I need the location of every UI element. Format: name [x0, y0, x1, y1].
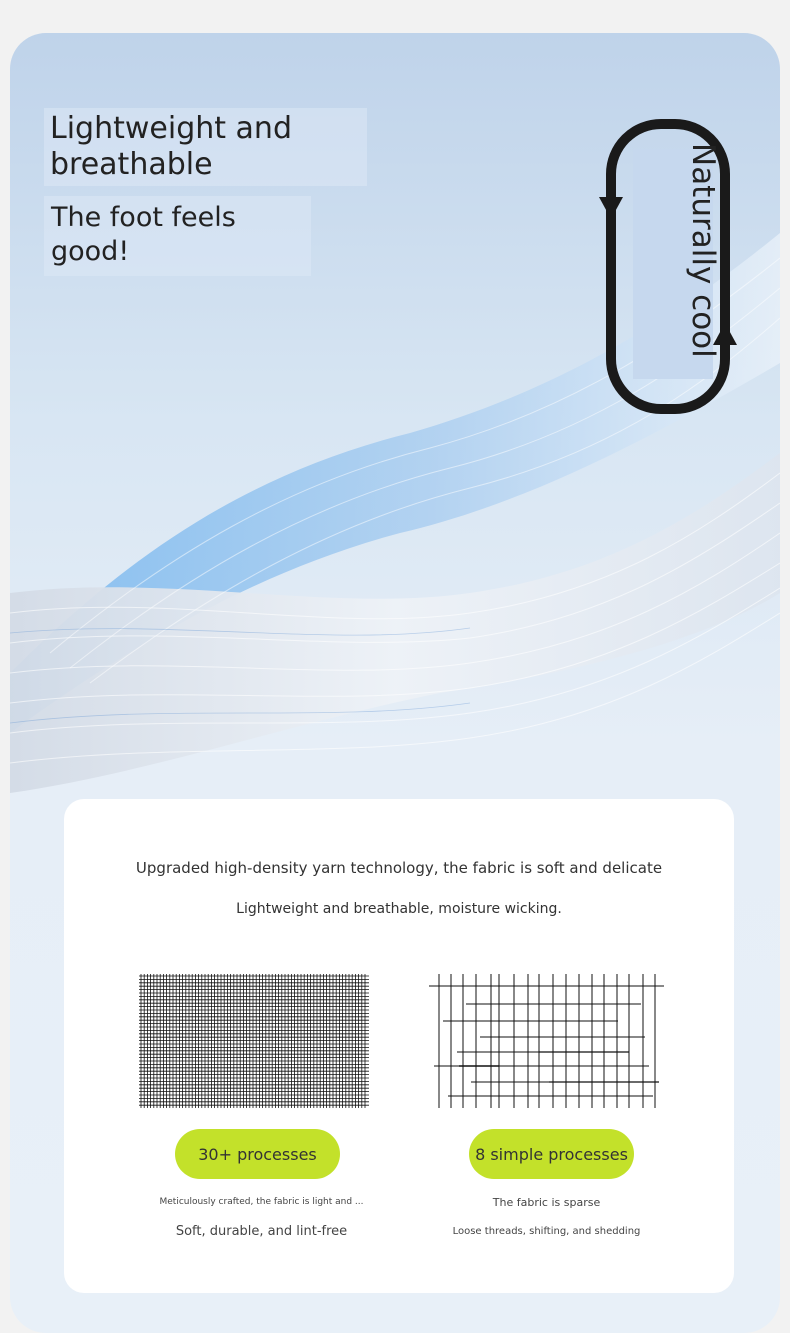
- product-feature-card: [10, 33, 780, 1333]
- description-line-1: Upgraded high-density yarn technology, the fabric is soft and delicate: [135, 859, 663, 877]
- badge-30-processes: 30+ processes: [175, 1129, 340, 1179]
- dense-weave-pattern: [139, 974, 369, 1108]
- loop-label: Naturally cool: [685, 143, 721, 358]
- left-tagline: Soft, durable, and lint-free: [175, 1224, 348, 1239]
- headline: Lightweight and breathable: [50, 111, 292, 182]
- left-note: Meticulously crafted, the fabric is light and ...: [159, 1197, 364, 1207]
- badge-8-processes: 8 simple processes: [469, 1129, 634, 1179]
- sparse-weave-pattern: [429, 974, 664, 1108]
- description-line-2: Lightweight and breathable, moisture wicking.: [236, 901, 562, 917]
- right-tagline: Loose threads, shifting, and shedding: [452, 1226, 641, 1237]
- comparison-panel: [64, 799, 734, 1293]
- subheadline: The foot feels good!: [51, 202, 236, 267]
- right-note: The fabric is sparse: [492, 1196, 601, 1209]
